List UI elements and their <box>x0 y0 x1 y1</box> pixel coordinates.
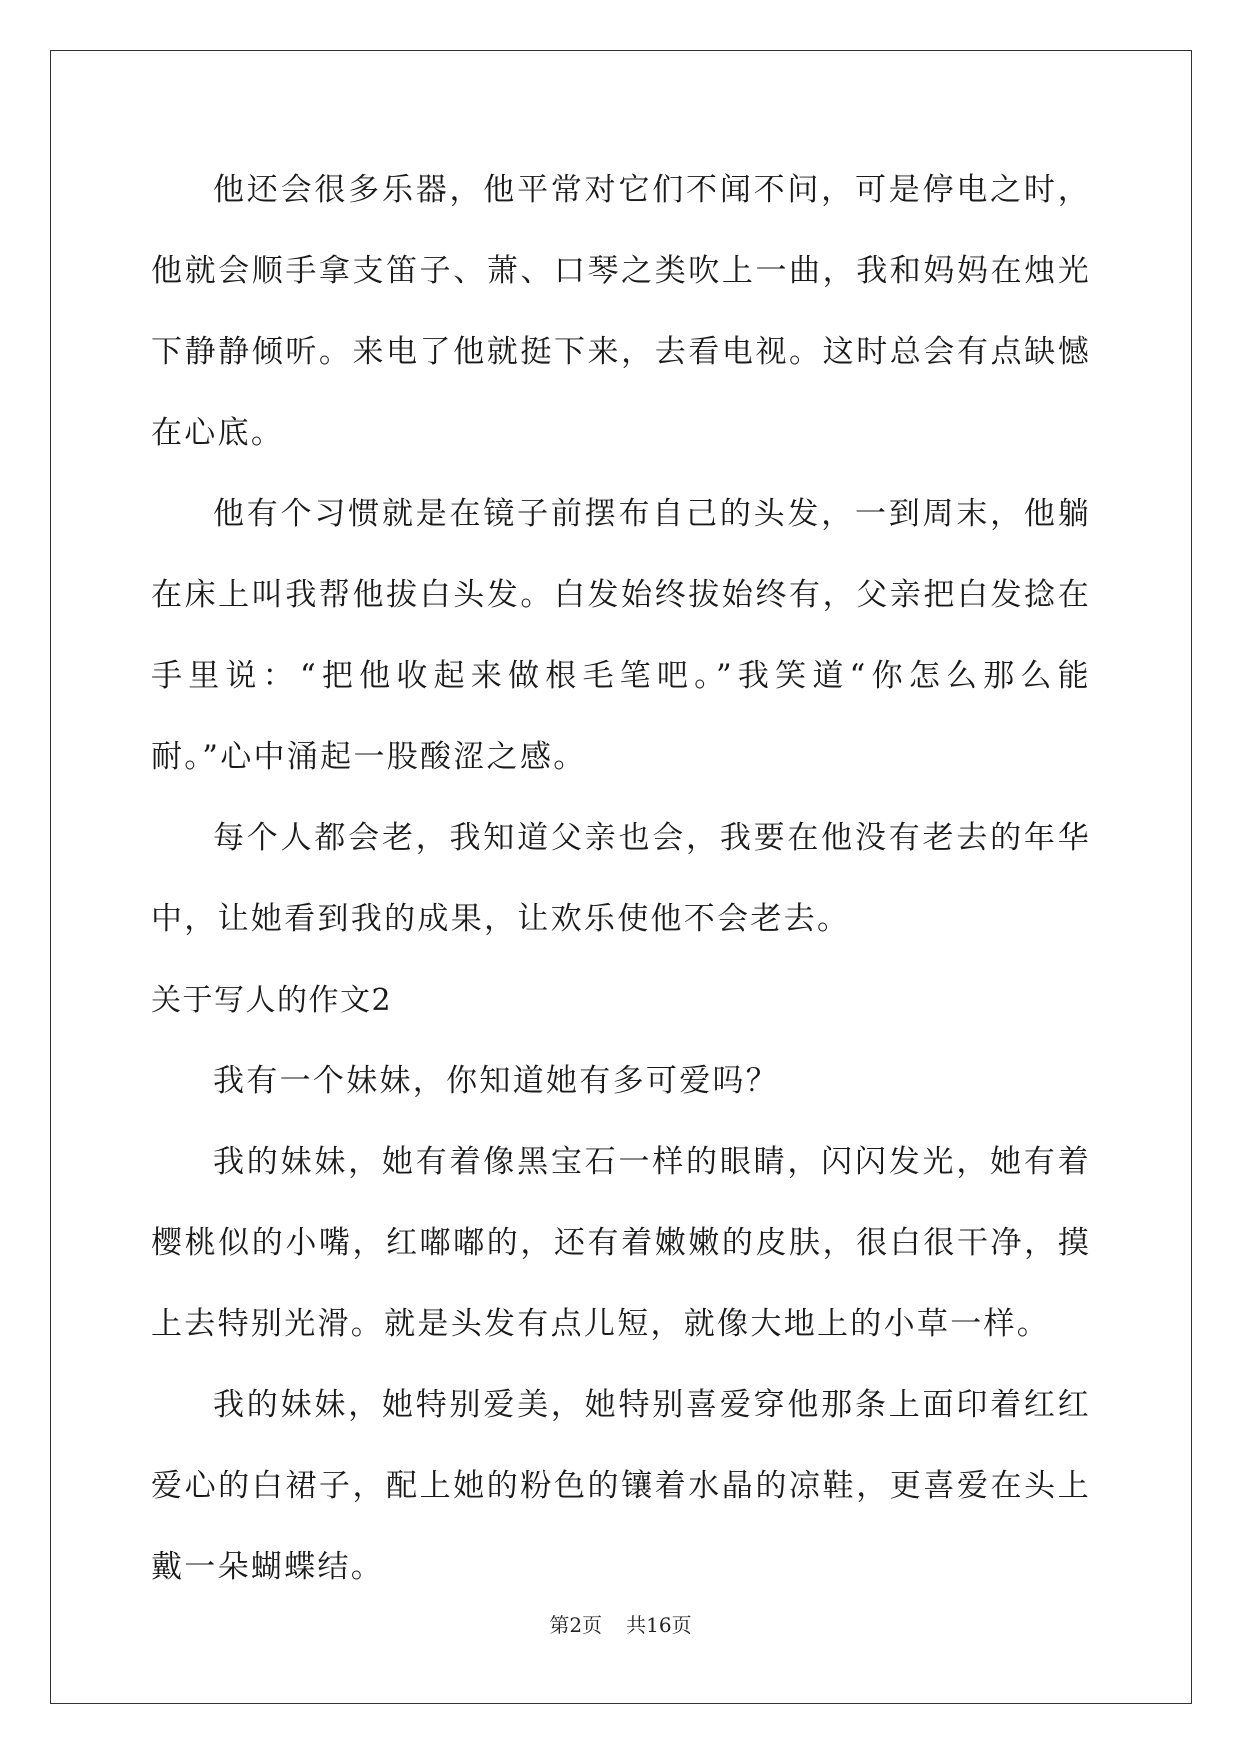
paragraph: 他有个习惯就是在镜子前摆布自己的头发，一到周末，他躺在床上叫我帮他拔白头发。白发始终拔始终有，父亲把白发捻在手里说：“把他收起来做根毛笔吧。”我笑道“你怎么那么能耐。”心中涌起一股酸涩之感。 <box>151 496 1091 775</box>
page-footer <box>0 1609 1241 1638</box>
paragraph: 我的妹妹，她有着像黑宝石一样的眼睛，闪闪发光，她有着樱桃似的小嘴，红嘟嘟的，还有着嫩嫩的皮肤，很白很干净，摸上去特别光滑。就是头发有点儿短，就像大地上的小草一样。 <box>151 1144 1091 1342</box>
paragraph: 他还会很多乐器，他平常对它们不闻不问，可是停电之时，他就会顺手拿支笛子、萧、口琴之类吹上一曲，我和妈妈在烛光下静静倾听。来电了他就挺下来，去看电视。这时总会有点缺憾在心底。 <box>151 172 1091 451</box>
section-title: 关于写人的作文2 <box>151 983 393 1018</box>
document-body <box>151 150 1091 1608</box>
page-number: 第2页 <box>549 1613 603 1637</box>
page-total: 共16页 <box>626 1613 692 1637</box>
paragraph: 每个人都会老，我知道父亲也会，我要在他没有老去的年华中，让她看到我的成果，让欢乐使他不会老去。 <box>151 820 1091 937</box>
paragraph: 我的妹妹，她特别爱美，她特别喜爱穿他那条上面印着红红爱心的白裙子，配上她的粉色的镶着水晶的凉鞋，更喜爱在头上戴一朵蝴蝶结。 <box>151 1387 1091 1585</box>
paragraph: 我有一个妹妹，你知道她有多可爱吗？ <box>213 1063 780 1099</box>
